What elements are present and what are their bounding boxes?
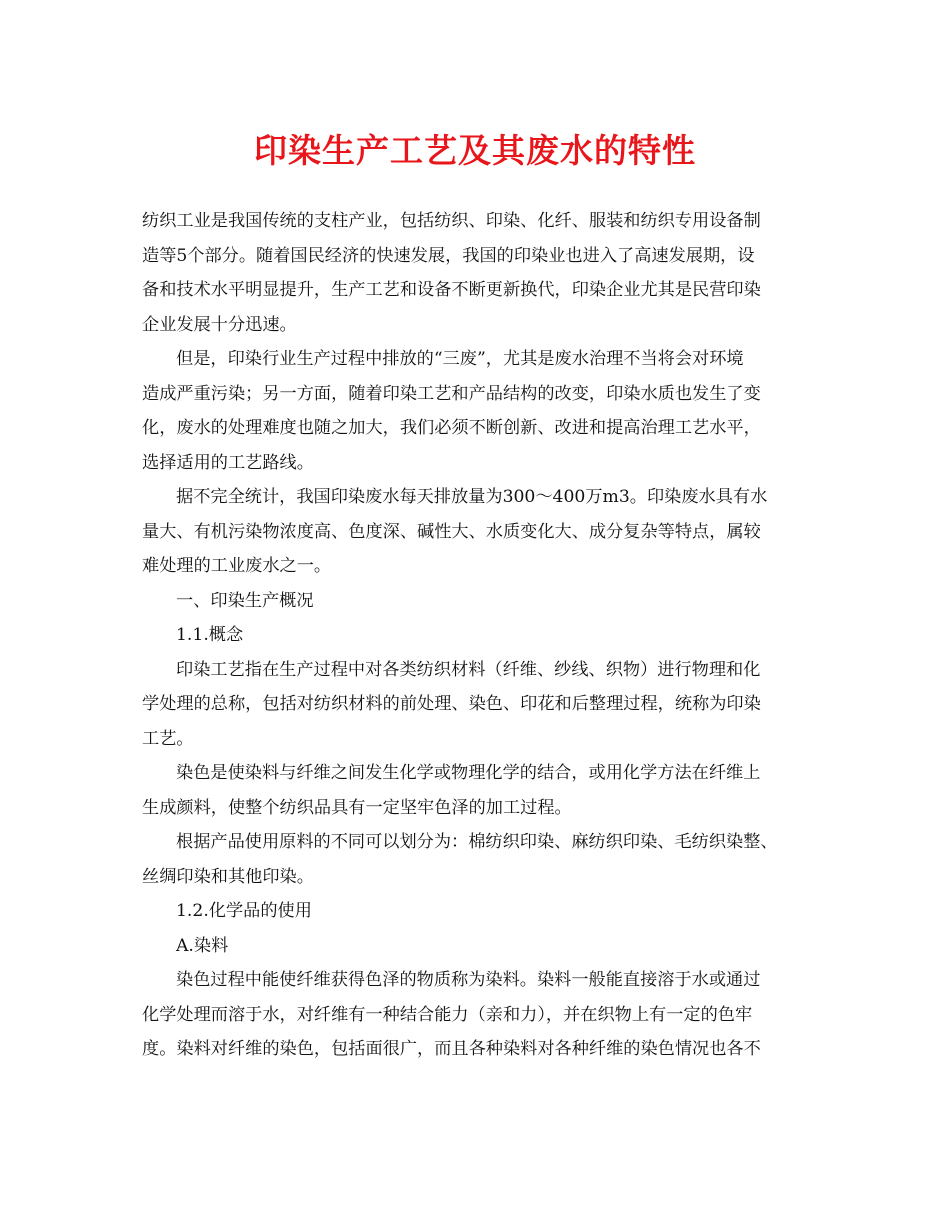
paragraph-statistics — [142, 480, 812, 584]
text-line: 备和技术水平明显提升，生产工艺和设备不断更新换代，印染企业尤其是民营印染 — [142, 280, 761, 300]
subsection-heading-chemicals — [142, 894, 812, 929]
text-line: 难处理的工业废水之一。 — [142, 556, 332, 576]
text-line: 一、印染生产概况 — [176, 590, 314, 611]
text-line: 学处理的总称，包括对纺织材料的前处理、染色、印花和后整理过程，统称为印染 — [142, 694, 761, 714]
text-line: 1.2.化学品的使用 — [176, 901, 312, 921]
subsection-heading-dyes — [142, 929, 812, 964]
text-line: 生成颜料，使整个纺织品具有一定坚牢色泽的加工过程。 — [142, 797, 572, 818]
document-body — [142, 204, 812, 1067]
text-line: 企业发展十分迅速。 — [142, 314, 297, 335]
text-line: 度。染料对纤维的染色，包括面很广，而且各种染料对各种纤维的染色情况也各不 — [142, 1039, 761, 1059]
text-line: 量大、有机污染物浓度高、色度深、碱性大、水质变化大、成分复杂等特点，属较 — [142, 521, 761, 542]
page-title: 印染生产工艺及其废水的特性 — [254, 131, 696, 170]
text-line: 造等5个部分。随着国民经济的快速发展，我国的印染业也进入了高速发展期，设 — [142, 245, 755, 266]
section-heading-overview — [142, 584, 812, 619]
subsection-heading-concept — [142, 618, 812, 653]
text-line: 染色是使染料与纤维之间发生化学或物理化学的结合，或用化学方法在纤维上 — [176, 763, 761, 783]
text-line: 选择适用的工艺路线。 — [142, 452, 314, 473]
paragraph-dyeing-definition — [142, 756, 812, 825]
text-line: A.染料 — [176, 935, 229, 956]
paragraph-process-definition — [142, 653, 812, 757]
text-line: 但是，印染行业生产过程中排放的“三废”，尤其是废水治理不当将会对环境 — [176, 349, 744, 369]
paragraph-classification — [142, 825, 812, 894]
text-line: 造成严重污染；另一方面，随着印染工艺和产品结构的改变，印染水质也发生了变 — [142, 383, 761, 404]
text-line: 1.1.概念 — [176, 625, 244, 645]
text-line: 据不完全统计，我国印染废水每天排放量为300～400万m3。印染废水具有水 — [176, 487, 768, 507]
text-line: 印染工艺指在生产过程中对各类纺织材料（纤维、纱线、织物）进行物理和化 — [176, 659, 761, 680]
text-line: 化，废水的处理难度也随之加大，我们必须不断创新、改进和提高治理工艺水平， — [142, 418, 761, 438]
text-line: 根据产品使用原料的不同可以划分为：棉纺织印染、麻纺织印染、毛纺织染整、 — [176, 832, 778, 852]
paragraph-intro — [142, 204, 812, 342]
text-line: 染色过程中能使纤维获得色泽的物质称为染料。染料一般能直接溶于水或通过 — [176, 970, 761, 990]
text-line: 化学处理而溶于水，对纤维有一种结合能力（亲和力），并在织物上有一定的色牢 — [142, 1004, 753, 1025]
text-line: 丝绸印染和其他印染。 — [142, 866, 314, 887]
text-line: 工艺。 — [142, 728, 194, 749]
paragraph-pollution — [142, 342, 812, 480]
paragraph-dyes — [142, 963, 812, 1067]
text-line: 纺织工业是我国传统的支柱产业，包括纺织、印染、化纤、服装和纺织专用设备制 — [142, 211, 761, 231]
